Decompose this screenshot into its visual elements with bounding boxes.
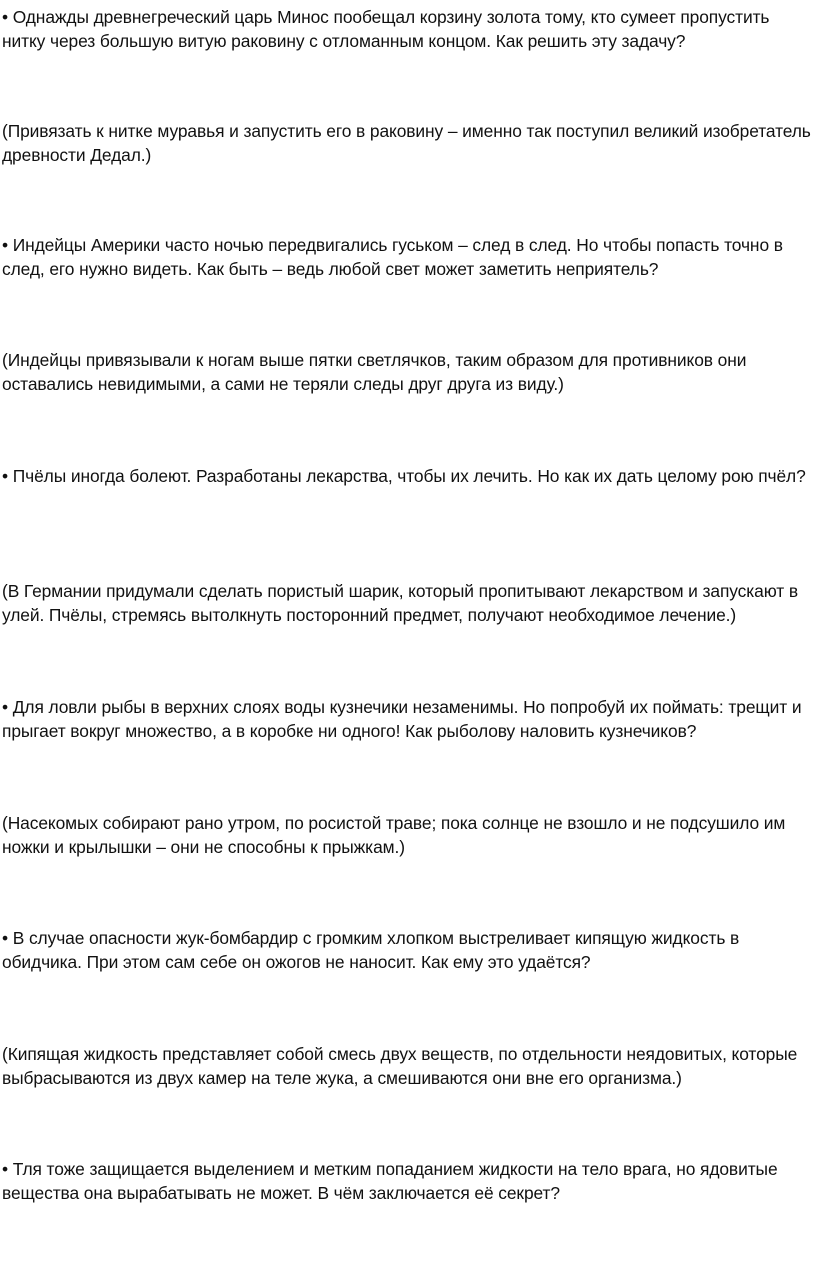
- answer-minos: (Привязать к нитке муравья и запустить его в раковину – именно так поступил великий изобретатель древности Дедал.): [2, 121, 811, 165]
- answer-bombardier: (Кипящая жидкость представляет собой смесь двух веществ, по отдельности неядовитых, которые выбрасываются из двух камер на теле жука, а смешиваются они вне его организма.): [2, 1044, 798, 1088]
- answer-grasshoppers: (Насекомых собирают рано утром, по росистой траве; пока солнце не взошло и не подсушило им ножки и крылышки – они не способны к прыжкам.): [2, 813, 786, 857]
- answer-bees: (В Германии придумали сделать пористый шарик, который пропитывают лекарством и запускают в улей. Пчёлы, стремясь вытолкнуть посторонний предмет, получают необходимое лечение.): [2, 581, 799, 625]
- question-bees: • Пчёлы иногда болеют. Разработаны лекарства, чтобы их лечить. Но как их дать целому рою пчёл?: [2, 466, 806, 486]
- answer-indians: (Индейцы привязывали к ногам выше пятки светлячков, таким образом для противников они оставались невидимыми, а сами не теряли следы друг друга из виду.): [2, 350, 747, 394]
- question-indians: • Индейцы Америки часто ночью передвигались гуськом – след в след. Но чтобы попасть точно в след, его нужно видеть. Как быть – ведь любой свет может заметить неприятель?: [2, 235, 783, 279]
- question-bombardier: • В случае опасности жук-бомбардир с громким хлопком выстреливает кипящую жидкость в обидчика. При этом сам себе он ожогов не наносит. Как ему это удаётся?: [2, 928, 740, 972]
- question-grasshoppers: • Для ловли рыбы в верхних слоях воды кузнечики незаменимы. Но попробуй их поймать: трещит и прыгает вокруг множество, а в коробке ни одного! Как рыболову наловить кузнечиков?: [2, 697, 802, 741]
- question-minos: • Однажды древнегреческий царь Минос пообещал корзину золота тому, кто сумеет пропустить нитку через большую витую раковину с отломанным концом. Как решить эту задачу?: [2, 7, 770, 51]
- question-aphid: • Тля тоже защищается выделением и метким попаданием жидкости на тело врага, но ядовитые вещества она вырабатывать не может. В чём заключается её секрет?: [2, 1159, 778, 1203]
